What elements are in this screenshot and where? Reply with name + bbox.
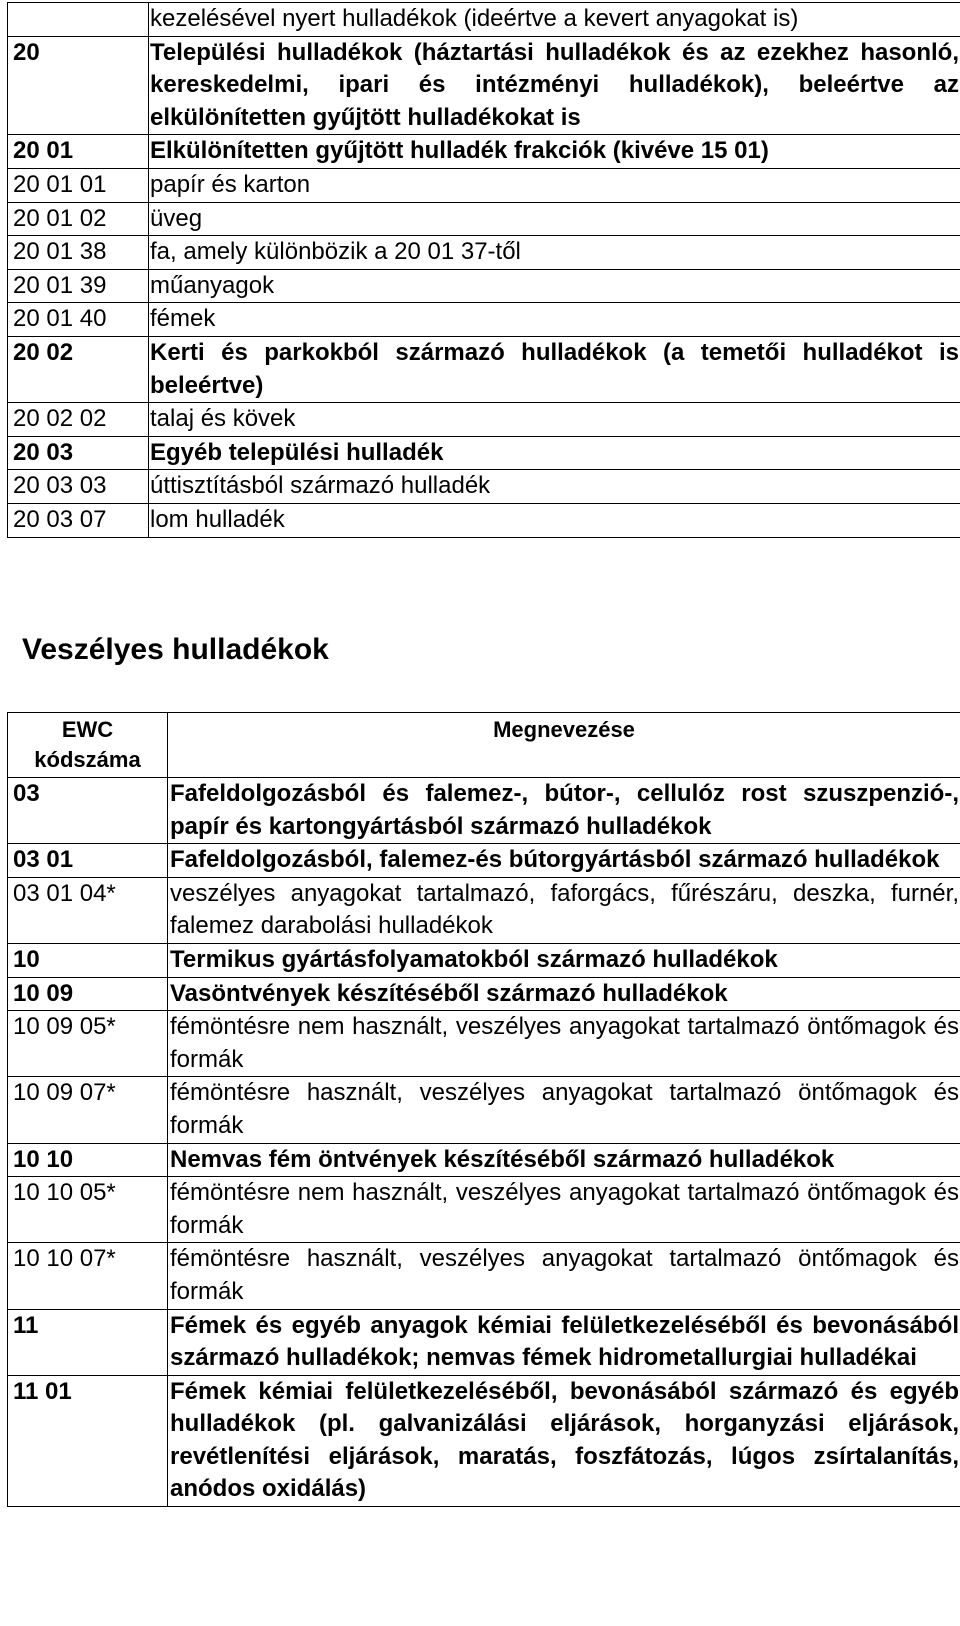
ewc-code: 10 10 07* [8, 1243, 168, 1309]
table-row [8, 202, 960, 236]
section-title: Veszélyes hulladékok [22, 633, 329, 666]
waste-description: fémöntésre nem használt, veszélyes anyagokat tartalmazó öntőmagok és formák [168, 1177, 960, 1243]
table-row [8, 3, 960, 37]
ewc-code: 11 [8, 1309, 168, 1375]
waste-description: Fémek kémiai felületkezeléséből, bevonásából származó és egyéb hulladékok (pl. galvanizálási eljárások, horganyzási eljárások, revétlenítési eljárások, maratás, foszfátozás, lúgos zsírtalanítás, anódos oxidálás) [168, 1375, 960, 1506]
ewc-code: 03 [8, 778, 168, 844]
waste-description: Termikus gyártásfolyamatokból származó hulladékok [168, 943, 960, 977]
ewc-code: 20 01 [8, 135, 149, 169]
table-row [8, 1143, 960, 1177]
table-row [8, 1309, 960, 1375]
ewc-code: 10 10 05* [8, 1177, 168, 1243]
waste-description: Kerti és parkokból származó hulladékok (a temetői hulladékot is beleértve) [149, 336, 960, 402]
ewc-code [8, 3, 149, 37]
waste-description: fa, amely különbözik a 20 01 37-től [149, 236, 960, 270]
waste-description: lom hulladék [149, 503, 960, 537]
waste-description: fémöntésre használt, veszélyes anyagokat tartalmazó öntőmagok és formák [168, 1243, 960, 1309]
table-row [8, 844, 960, 878]
ewc-code: 20 03 [8, 436, 149, 470]
ewc-code: 20 01 01 [8, 168, 149, 202]
ewc-code: 20 01 40 [8, 303, 149, 337]
waste-description: talaj és kövek [149, 403, 960, 437]
waste-description: fémöntésre nem használt, veszélyes anyagokat tartalmazó öntőmagok és formák [168, 1011, 960, 1077]
table-row [8, 303, 960, 337]
table-header-row [8, 713, 960, 778]
table-body [8, 3, 960, 538]
waste-description: műanyagok [149, 269, 960, 303]
waste-description: üveg [149, 202, 960, 236]
ewc-code: 10 [8, 943, 168, 977]
waste-description: úttisztításból származó hulladék [149, 470, 960, 504]
ewc-code: 10 09 [8, 977, 168, 1011]
ewc-code: 20 01 38 [8, 236, 149, 270]
ewc-code: 11 01 [8, 1375, 168, 1506]
ewc-code: 10 10 [8, 1143, 168, 1177]
table-row [8, 877, 960, 943]
waste-description: Nemvas fém öntvények készítéséből származó hulladékok [168, 1143, 960, 1177]
table-row [8, 403, 960, 437]
table-row [8, 436, 960, 470]
waste-description: papír és karton [149, 168, 960, 202]
table-row [8, 236, 960, 270]
table-row [8, 1243, 960, 1309]
table-body [8, 713, 960, 1507]
table-row [8, 470, 960, 504]
waste-description: Egyéb települési hulladék [149, 436, 960, 470]
waste-description: Fafeldolgozásból, falemez-és bútorgyártásból származó hulladékok [168, 844, 960, 878]
table-row [8, 943, 960, 977]
table-row [8, 336, 960, 402]
table-row [8, 1177, 960, 1243]
ewc-code: 20 03 07 [8, 503, 149, 537]
table-row [8, 1375, 960, 1506]
table-row [8, 36, 960, 135]
table-row [8, 1011, 960, 1077]
ewc-code: 20 02 [8, 336, 149, 402]
table-row [8, 503, 960, 537]
table-row [8, 1077, 960, 1143]
ewc-code: 10 09 05* [8, 1011, 168, 1077]
waste-description: kezelésével nyert hulladékok (ideértve a kevert anyagokat is) [149, 3, 960, 37]
waste-description: Elkülönítetten gyűjtött hulladék frakciók (kivéve 15 01) [149, 135, 960, 169]
ewc-code: 20 01 39 [8, 269, 149, 303]
ewc-code: 03 01 04* [8, 877, 168, 943]
ewc-code: 20 [8, 36, 149, 135]
waste-description: veszélyes anyagokat tartalmazó, faforgács, fűrészáru, deszka, furnér, falemez darabolási hulladékok [168, 877, 960, 943]
waste-code-table-municipal [7, 2, 960, 538]
waste-description: Fafeldolgozásból és falemez-, bútor-, cellulóz rost szuszpenzió-, papír és kartongyártásból származó hulladékok [168, 778, 960, 844]
column-header-code: EWC kódszáma [8, 713, 168, 778]
table-row [8, 135, 960, 169]
waste-description: fémöntésre használt, veszélyes anyagokat tartalmazó öntőmagok és formák [168, 1077, 960, 1143]
table-row [8, 778, 960, 844]
column-header-description: Megnevezése [168, 713, 960, 778]
waste-code-table-hazardous [7, 712, 960, 1507]
ewc-code: 20 02 02 [8, 403, 149, 437]
table-row [8, 977, 960, 1011]
table-row [8, 269, 960, 303]
ewc-code: 20 03 03 [8, 470, 149, 504]
ewc-code: 10 09 07* [8, 1077, 168, 1143]
table-row [8, 168, 960, 202]
waste-description: Fémek és egyéb anyagok kémiai felületkezeléséből és bevonásából származó hulladékok; nemvas fémek hidrometallurgiai hulladékai [168, 1309, 960, 1375]
ewc-code: 03 01 [8, 844, 168, 878]
ewc-code: 20 01 02 [8, 202, 149, 236]
waste-description: Vasöntvények készítéséből származó hulladékok [168, 977, 960, 1011]
waste-description: fémek [149, 303, 960, 337]
waste-description: Települési hulladékok (háztartási hulladékok és az ezekhez hasonló, kereskedelmi, ipari és intézményi hulladékok), beleértve az elkülönítetten gyűjtött hulladékokat is [149, 36, 960, 135]
